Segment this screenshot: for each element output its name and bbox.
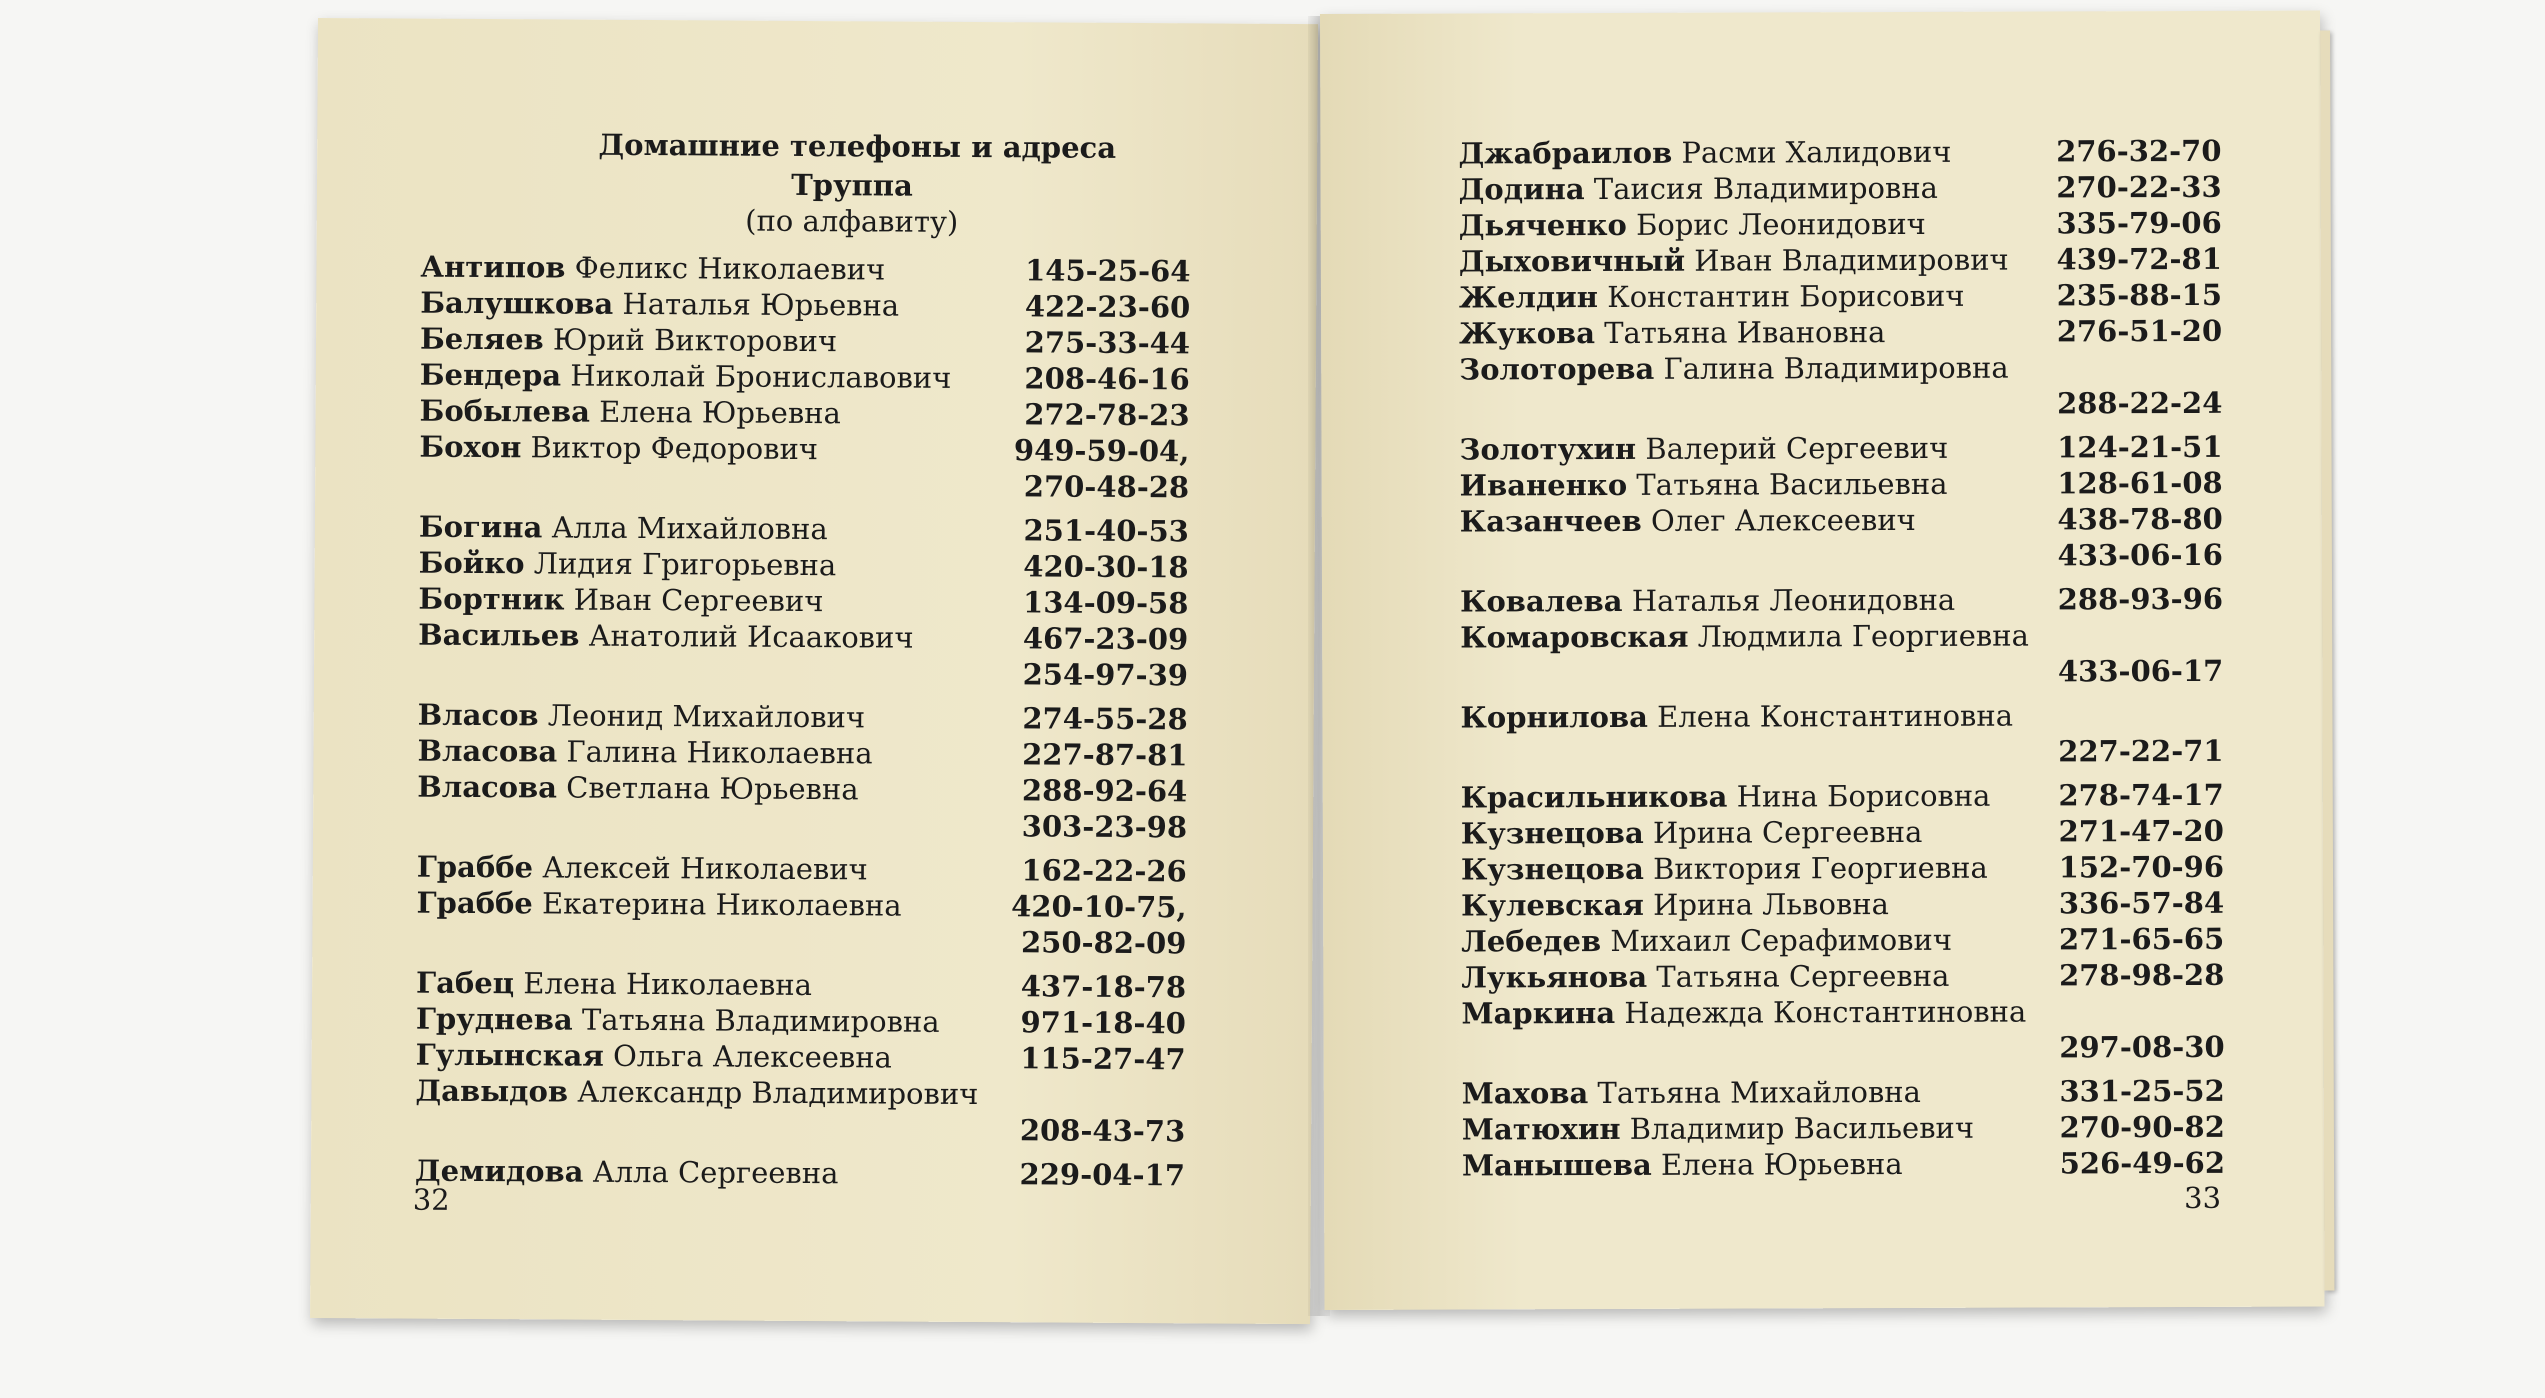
entry-surname: Золоторева xyxy=(1459,351,1655,387)
list-item xyxy=(417,733,1187,774)
list-item xyxy=(418,581,1188,622)
entry-surname: Демидова xyxy=(414,1153,584,1189)
list-item xyxy=(420,357,1190,398)
entry-given-name: Елена Юрьевна xyxy=(599,394,841,431)
entry-phone-continued xyxy=(1462,1029,2225,1068)
list-item xyxy=(416,965,1186,1006)
list-item xyxy=(415,1153,1185,1194)
entry-given-name: Юрий Викторович xyxy=(552,322,838,359)
entry-surname: Кулевская xyxy=(1461,887,1644,923)
entry-given-name: Елена Константиновна xyxy=(1657,698,2014,734)
entry-phone: 278-98-28 xyxy=(2058,957,2225,993)
entry-given-name: Елена Николаевна xyxy=(523,966,813,1003)
entry-phone: 208-46-16 xyxy=(1024,361,1190,397)
entry-surname: Иваненко xyxy=(1459,467,1628,503)
entry-surname: Власов xyxy=(417,697,539,733)
entry-phone: 208-43-73 xyxy=(1019,1113,1186,1149)
entry-given-name: Татьяна Сергеевна xyxy=(1656,958,1950,994)
entry-phone-continued xyxy=(418,653,1188,694)
entry-given-name: Галина Владимировна xyxy=(1663,350,2009,386)
entry-phone: 335-79-06 xyxy=(2056,205,2222,241)
entry-surname: Кузнецова xyxy=(1460,815,1644,851)
entry-phone: 420-30-18 xyxy=(1023,549,1189,585)
entry-phone-continued xyxy=(1459,385,2222,424)
phone-list-right xyxy=(1458,133,2225,1184)
entry-given-name: Екатерина Николаевна xyxy=(541,886,902,923)
list-item xyxy=(1460,697,2223,736)
entry-given-name: Ирина Львовна xyxy=(1653,887,1889,922)
entry-phone: 433-06-17 xyxy=(2057,653,2224,689)
entry-surname: Джабраилов xyxy=(1458,135,1673,171)
entry-surname: Бобылева xyxy=(419,393,591,429)
entry-phone: 439-72-81 xyxy=(2056,241,2222,277)
entry-given-name: Елена Юрьевна xyxy=(1660,1146,1903,1182)
page-subnote: (по алфавиту) xyxy=(745,203,959,239)
entry-given-name: Виктор Федорович xyxy=(530,430,819,467)
entry-phone: 128-61-08 xyxy=(2057,465,2223,501)
entry-given-name: Надежда Константиновна xyxy=(1624,994,2027,1030)
list-item xyxy=(420,249,1190,290)
entry-phone: 949-59-04, xyxy=(1013,433,1190,469)
entry-phone: 124-21-51 xyxy=(2057,429,2223,465)
entry-surname: Корнилова xyxy=(1460,699,1648,735)
entry-phone: 270-48-28 xyxy=(1023,469,1190,505)
list-item xyxy=(1461,849,2224,888)
entry-surname: Махова xyxy=(1461,1076,1589,1111)
entry-phone: 250-82-09 xyxy=(1020,925,1187,961)
entry-given-name: Татьяна Ивановна xyxy=(1604,315,1886,351)
list-item xyxy=(420,321,1190,362)
entry-given-name: Иван Владимирович xyxy=(1694,242,2009,278)
entry-phone: 437-18-78 xyxy=(1020,969,1187,1005)
entry-phone: 254-97-39 xyxy=(1022,657,1189,693)
entry-given-name: Татьяна Михайловна xyxy=(1597,1074,1921,1111)
list-item xyxy=(1459,429,2222,468)
entry-phone: 288-22-24 xyxy=(2056,385,2223,421)
entry-phone-continued xyxy=(1460,537,2223,576)
entry-surname: Груднева xyxy=(415,1001,573,1037)
entry-surname: Казанчеев xyxy=(1459,503,1642,539)
entry-given-name: Феликс Николаевич xyxy=(574,250,886,287)
entry-surname: Красильникова xyxy=(1460,779,1728,815)
entry-phone: 420-10-75, xyxy=(1011,889,1187,925)
entry-surname: Кузнецова xyxy=(1460,851,1644,887)
page-edge xyxy=(2320,30,2334,1290)
entry-given-name: Татьяна Васильевна xyxy=(1636,466,1948,502)
phone-list-left xyxy=(415,249,1191,1194)
entry-given-name: Людмила Георгиевна xyxy=(1697,618,2029,654)
entry-phone: 270-22-33 xyxy=(2056,169,2222,205)
entry-surname: Матюхин xyxy=(1461,1111,1621,1147)
entry-phone-continued xyxy=(419,465,1189,506)
page-number: 32 xyxy=(412,1182,450,1217)
entry-given-name: Леонид Михайлович xyxy=(547,698,866,735)
entry-given-name: Наталья Юрьевна xyxy=(622,286,900,323)
entry-surname: Бортник xyxy=(418,581,565,617)
entry-phone-continued xyxy=(1460,653,2223,692)
entry-phone: 162-22-26 xyxy=(1021,853,1187,889)
entry-phone-continued xyxy=(1461,733,2224,772)
entry-given-name: Иван Сергеевич xyxy=(573,582,824,619)
entry-given-name: Владимир Васильевич xyxy=(1629,1110,1975,1146)
entry-surname: Власова xyxy=(417,733,558,769)
entry-given-name: Александр Владимирович xyxy=(577,1074,979,1112)
entry-surname: Габец xyxy=(416,965,515,1001)
entry-given-name: Ирина Сергеевна xyxy=(1652,814,1923,850)
entry-given-name: Константин Борисович xyxy=(1607,278,1965,314)
list-item xyxy=(1462,1145,2225,1184)
entry-phone-continued xyxy=(415,1109,1185,1150)
entry-given-name: Михаил Серафимович xyxy=(1610,922,1953,958)
entry-given-name: Олег Алексеевич xyxy=(1650,502,1916,538)
entry-phone: 271-65-65 xyxy=(2058,921,2225,957)
list-item xyxy=(419,429,1189,470)
entry-given-name: Таисия Владимировна xyxy=(1593,170,1938,207)
entry-phone: 274-55-28 xyxy=(1022,701,1188,737)
entry-surname: Граббе xyxy=(416,849,534,885)
entry-given-name: Галина Николаевна xyxy=(566,734,873,771)
entry-phone: 288-93-96 xyxy=(2057,581,2224,617)
entry-surname: Власова xyxy=(417,769,558,805)
entry-phone: 278-74-17 xyxy=(2058,777,2224,813)
right-page xyxy=(1320,11,2325,1310)
page-heading: Домашние телефоны и адреса xyxy=(598,127,1117,165)
entry-surname: Лукьянова xyxy=(1461,959,1648,995)
entry-surname: Бохон xyxy=(419,429,522,465)
entry-given-name: Расми Халидович xyxy=(1681,134,1952,170)
list-item xyxy=(419,393,1189,434)
entry-surname: Богина xyxy=(418,509,543,545)
entry-phone: 227-87-81 xyxy=(1022,737,1188,773)
list-item xyxy=(1461,885,2224,924)
entry-surname: Желдин xyxy=(1458,280,1599,315)
entry-phone-continued xyxy=(416,921,1186,962)
entry-phone: 276-32-70 xyxy=(2056,133,2222,169)
entry-surname: Дыховичный xyxy=(1458,243,1686,279)
entry-phone: 152-70-96 xyxy=(2058,849,2225,885)
entry-phone: 433-06-16 xyxy=(2057,537,2223,573)
entry-surname: Золотухин xyxy=(1459,431,1637,467)
entry-surname: Граббе xyxy=(416,885,533,921)
list-item xyxy=(419,545,1189,586)
list-item xyxy=(1461,957,2224,996)
list-item xyxy=(1461,813,2224,852)
entry-phone: 271-47-20 xyxy=(2058,813,2224,849)
list-item xyxy=(1461,993,2224,1032)
entry-surname: Беляев xyxy=(419,321,544,357)
list-item xyxy=(1459,169,2222,208)
list-item xyxy=(420,285,1190,326)
entry-phone: 251-40-53 xyxy=(1023,513,1189,549)
page-number: 33 xyxy=(2184,1180,2222,1215)
entry-surname: Васильев xyxy=(418,617,580,653)
list-item xyxy=(1462,1073,2225,1112)
entry-surname: Маркина xyxy=(1461,995,1616,1031)
entry-surname: Додина xyxy=(1458,172,1585,207)
list-item xyxy=(1461,921,2224,960)
entry-given-name: Ольга Алексеевна xyxy=(612,1038,893,1075)
entry-surname: Гулынская xyxy=(415,1037,604,1073)
entry-given-name: Виктория Георгиевна xyxy=(1652,850,1988,886)
entry-given-name: Светлана Юрьевна xyxy=(566,770,859,807)
entry-surname: Дьяченко xyxy=(1458,207,1627,243)
entry-phone: 336-57-84 xyxy=(2058,885,2225,921)
list-item xyxy=(418,697,1188,738)
entry-phone: 331-25-52 xyxy=(2059,1073,2225,1109)
entry-phone: 422-23-60 xyxy=(1024,289,1191,325)
entry-surname: Антипов xyxy=(420,249,566,285)
list-item xyxy=(416,885,1186,926)
entry-given-name: Николай Брониславович xyxy=(570,358,952,395)
list-item xyxy=(1459,349,2222,388)
list-item xyxy=(419,509,1189,550)
entry-given-name: Борис Леонидович xyxy=(1635,206,1926,242)
entry-phone: 275-33-44 xyxy=(1024,325,1191,361)
list-item xyxy=(1459,277,2222,316)
entry-surname: Балушкова xyxy=(420,285,614,321)
entry-phone: 145-25-64 xyxy=(1025,253,1191,289)
entry-surname: Жукова xyxy=(1459,316,1596,351)
entry-given-name: Лидия Григорьевна xyxy=(533,546,837,583)
entry-given-name: Алла Михайловна xyxy=(551,510,828,547)
list-item xyxy=(1459,313,2222,352)
list-item xyxy=(417,849,1187,890)
entry-phone: 235-88-15 xyxy=(2056,277,2223,313)
list-item xyxy=(1460,465,2223,504)
entry-phone: 229-04-17 xyxy=(1019,1157,1186,1193)
list-item xyxy=(1458,133,2221,172)
list-item xyxy=(1460,581,2223,620)
entry-phone: 227-22-71 xyxy=(2058,733,2224,769)
entry-surname: Комаровская xyxy=(1460,619,1689,655)
list-item xyxy=(1459,241,2222,280)
list-item xyxy=(415,1073,1185,1114)
entry-phone: 288-92-64 xyxy=(1021,773,1188,809)
entry-phone: 971-18-40 xyxy=(1020,1005,1186,1041)
list-item xyxy=(1460,501,2223,540)
entry-phone: 303-23-98 xyxy=(1021,809,1188,845)
list-item xyxy=(1461,777,2224,816)
entry-given-name: Нина Борисовна xyxy=(1736,778,1991,814)
entry-phone-continued xyxy=(417,805,1187,846)
entry-surname: Бендера xyxy=(419,357,562,393)
entry-given-name: Валерий Сергеевич xyxy=(1645,430,1949,466)
list-item xyxy=(416,1001,1186,1042)
entry-given-name: Алексей Николаевич xyxy=(542,850,868,887)
entry-surname: Лебедев xyxy=(1461,924,1602,959)
list-item xyxy=(416,1037,1186,1078)
entry-surname: Ковалева xyxy=(1459,583,1623,619)
entry-phone: 115-27-47 xyxy=(1020,1041,1186,1077)
entry-given-name: Алла Сергеевна xyxy=(592,1154,839,1191)
entry-surname: Бойко xyxy=(418,545,525,581)
entry-phone: 272-78-23 xyxy=(1024,397,1190,433)
entry-given-name: Анатолий Исаакович xyxy=(588,618,914,655)
entry-given-name: Татьяна Владимировна xyxy=(581,1002,940,1039)
entry-phone: 297-08-30 xyxy=(2059,1029,2225,1065)
list-item xyxy=(418,617,1188,658)
entry-phone: 438-78-80 xyxy=(2057,501,2223,537)
entry-phone: 134-09-58 xyxy=(1023,585,1189,621)
entry-phone: 467-23-09 xyxy=(1022,621,1189,657)
entry-given-name: Наталья Леонидовна xyxy=(1631,582,1956,618)
list-item xyxy=(417,769,1187,810)
entry-phone: 276-51-20 xyxy=(2056,313,2223,349)
entry-phone: 270-90-82 xyxy=(2059,1109,2225,1145)
list-item xyxy=(1460,617,2223,656)
left-page xyxy=(310,18,1318,1324)
entry-surname: Манышева xyxy=(1461,1147,1652,1183)
list-item xyxy=(1459,205,2222,244)
entry-surname: Давыдов xyxy=(415,1073,569,1109)
page-subheading: Труппа xyxy=(791,167,913,203)
list-item xyxy=(1462,1109,2225,1148)
entry-phone: 526-49-62 xyxy=(2059,1145,2226,1181)
